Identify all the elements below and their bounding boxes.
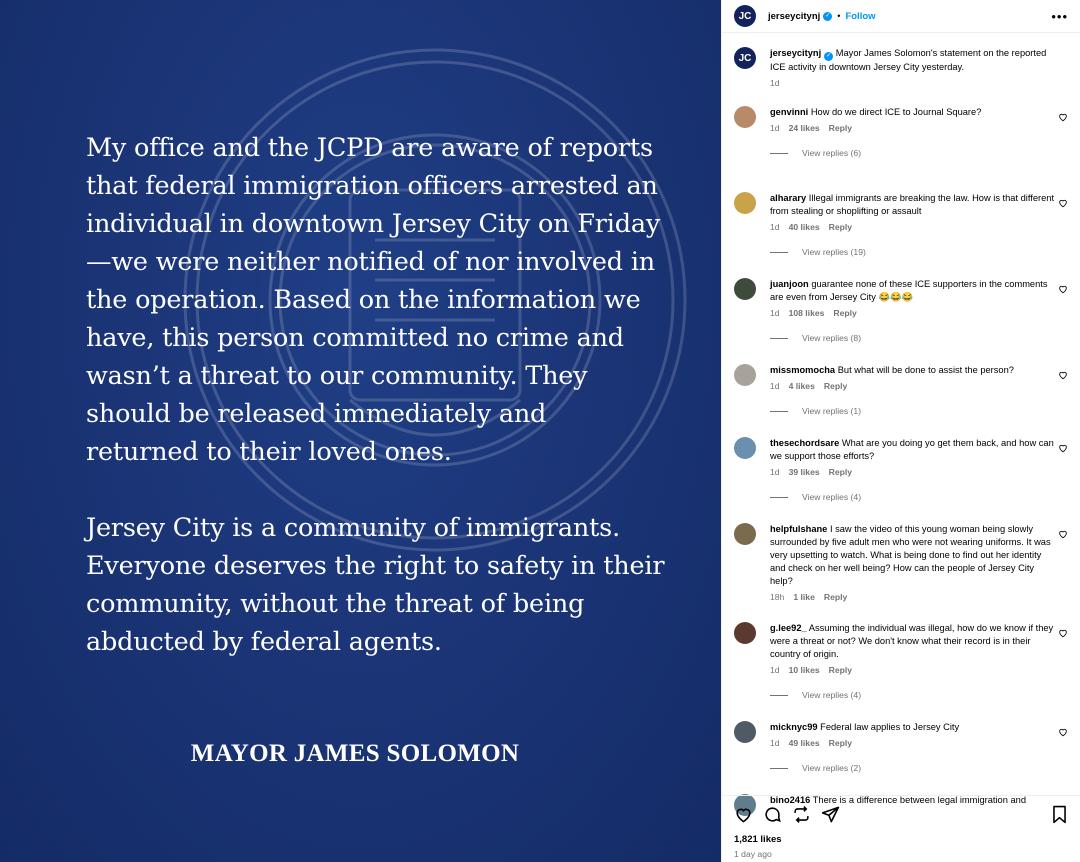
comment-item	[734, 106, 1068, 192]
follow-button[interactable]: Follow	[845, 10, 876, 22]
comment-likes[interactable]: 39 likes	[788, 467, 820, 477]
replies-divider	[770, 695, 788, 696]
commenter-avatar[interactable]	[734, 622, 756, 644]
reply-button[interactable]: Reply	[828, 222, 853, 232]
comments-list[interactable]	[722, 33, 1080, 805]
comment-icon[interactable]	[763, 805, 782, 824]
comment-username[interactable]: juanjoon	[770, 279, 809, 289]
comment-text: How do we direct ICE to Journal Square?	[810, 107, 982, 117]
comment-likes[interactable]: 40 likes	[788, 222, 820, 232]
post-paragraph-1: My office and the JCPD are aware of reports that federal immigration officers arrested an individual in downtown Jersey City on Friday—we were neither notified of nor involved in the operation. Based on the information we have, this person committed no crime and wasn’t a threat to our community. They should be released immediately and returned to their loved ones.	[86, 133, 661, 467]
comment-username[interactable]: alharary	[770, 193, 807, 203]
view-replies-label: View replies (6)	[802, 148, 862, 158]
view-replies-label: View replies (19)	[802, 247, 866, 257]
comment-username[interactable]: thesechordsare	[770, 438, 840, 448]
account-avatar[interactable]: JC	[734, 5, 756, 27]
comment-text: Assuming the individual was illegal, how do we know if they were a threat or not? We don't know what their record is in their country of origin.	[770, 623, 1054, 659]
post-statement	[86, 129, 666, 699]
commenter-avatar[interactable]	[734, 278, 756, 300]
like-heart-icon[interactable]	[734, 805, 753, 824]
more-options-icon[interactable]: •••	[1051, 8, 1068, 24]
post-time: 1 day ago	[734, 849, 772, 859]
share-icon[interactable]	[821, 805, 840, 824]
reply-button[interactable]: Reply	[828, 123, 853, 133]
comment-like-heart-icon[interactable]	[1058, 628, 1068, 638]
comment-like-heart-icon[interactable]	[1058, 727, 1068, 737]
comment-username[interactable]: genvinni	[770, 107, 809, 117]
comment-text: There is a difference between legal immigration and	[812, 795, 1026, 805]
view-replies-button[interactable]	[770, 406, 1068, 416]
comment-username[interactable]: missmomocha	[770, 365, 836, 375]
comment-time: 1d	[770, 467, 780, 477]
replies-divider	[770, 338, 788, 339]
save-bookmark-icon[interactable]	[1051, 805, 1068, 824]
replies-divider	[770, 497, 788, 498]
view-replies-button[interactable]	[770, 148, 1068, 158]
reply-button[interactable]: Reply	[828, 738, 853, 748]
comment-item	[734, 278, 1068, 364]
verified-badge-icon: ✓	[826, 53, 832, 59]
verified-badge-icon: ✓	[825, 12, 831, 19]
post-actions	[722, 795, 1080, 862]
comment-username[interactable]: bino2416	[770, 795, 811, 805]
comment-text: I saw the video of this young woman being slowly surrounded by five adult men who were not wearing uniforms. It was very upsetting to watch. What is being done to find out her identity and check on her well being? How can the people of Jersey City help?	[770, 524, 1051, 586]
comment-text: Federal law applies to Jersey City	[820, 722, 960, 732]
caption-username[interactable]: jerseycitynj	[770, 48, 822, 58]
view-replies-label: View replies (4)	[802, 492, 862, 502]
comment-like-heart-icon[interactable]	[1058, 112, 1068, 122]
comment-text: guarantee none of these ICE supporters in the comments are even from Jersey City 😂😂😂	[770, 279, 1048, 302]
reply-button[interactable]: Reply	[828, 467, 853, 477]
separator-dot: •	[837, 11, 841, 21]
comment-like-heart-icon[interactable]	[1058, 529, 1068, 539]
view-replies-button[interactable]	[770, 690, 1068, 700]
comment-item	[734, 622, 1068, 721]
commenter-avatar[interactable]	[734, 364, 756, 386]
comment-likes[interactable]: 10 likes	[788, 665, 820, 675]
comment-time: 1d	[770, 381, 780, 391]
comment-time: 1d	[770, 123, 780, 133]
comment-item	[734, 364, 1068, 437]
caption-avatar[interactable]: JC	[734, 47, 756, 69]
commenter-avatar[interactable]	[734, 437, 756, 459]
comment-item	[734, 523, 1068, 622]
reply-button[interactable]: Reply	[828, 665, 853, 675]
post-signature: MAYOR JAMES SOLOMON	[190, 740, 520, 767]
likes-count[interactable]: 1,821 likes	[734, 834, 782, 845]
post-caption	[734, 33, 1068, 106]
comment-likes[interactable]: 49 likes	[788, 738, 820, 748]
caption-text: Mayor James Solomon's statement on the reported ICE activity in downtown Jersey City yesterday.	[770, 48, 1047, 72]
view-replies-label: View replies (4)	[802, 690, 862, 700]
comment-like-heart-icon[interactable]	[1058, 198, 1068, 208]
replies-divider	[770, 153, 788, 154]
post-paragraph-2: Jersey City is a community of immigrants. Everyone deserves the right to safety in their community, without the threat of being abducted by federal agents.	[86, 513, 665, 657]
view-replies-label: View replies (8)	[802, 333, 862, 343]
view-replies-button[interactable]	[770, 333, 1068, 343]
post-side-panel	[721, 0, 1080, 862]
comment-like-heart-icon[interactable]	[1058, 284, 1068, 294]
comment-item	[734, 437, 1068, 523]
commenter-avatar[interactable]	[734, 721, 756, 743]
comment-like-heart-icon[interactable]	[1058, 370, 1068, 380]
view-replies-button[interactable]	[770, 763, 1068, 773]
comment-time: 1d	[770, 665, 780, 675]
comment-item	[734, 192, 1068, 278]
comment-text: What are you doing yo get them back, and how can we support those efforts?	[770, 438, 1054, 461]
comment-likes[interactable]: 1 like	[793, 592, 815, 602]
header-username[interactable]: jerseycitynj	[768, 10, 821, 22]
comment-time: 18h	[770, 592, 785, 602]
commenter-avatar[interactable]	[734, 192, 756, 214]
comment-username[interactable]: micknyc99	[770, 722, 818, 732]
reply-button[interactable]: Reply	[823, 381, 848, 391]
view-replies-label: View replies (1)	[802, 406, 862, 416]
reply-button[interactable]: Reply	[833, 308, 857, 318]
replies-divider	[770, 252, 788, 253]
replies-divider	[770, 768, 788, 769]
reply-button[interactable]: Reply	[823, 592, 848, 602]
comment-time: 1d	[770, 738, 780, 748]
view-replies-label: View replies (2)	[802, 763, 862, 773]
comment-username[interactable]: g.lee92_	[770, 623, 807, 633]
comment-likes[interactable]: 108 likes	[788, 308, 825, 318]
caption-time: 1d	[770, 78, 780, 88]
comment-time: 1d	[770, 222, 780, 232]
repost-icon[interactable]	[792, 805, 811, 824]
replies-divider	[770, 411, 788, 412]
comment-item	[734, 721, 1068, 794]
comment-text: Illegal immigrants are breaking the law. How is that different from stealing or shoplifting or assault	[770, 193, 1055, 216]
post-header	[722, 0, 1080, 33]
comment-likes[interactable]: 4 likes	[788, 381, 815, 391]
view-replies-button[interactable]	[770, 492, 1068, 502]
view-replies-button[interactable]	[770, 247, 1068, 257]
comment-like-heart-icon[interactable]	[1058, 443, 1068, 453]
comment-likes[interactable]: 24 likes	[788, 123, 820, 133]
comment-time: 1d	[770, 308, 780, 318]
commenter-avatar[interactable]	[734, 523, 756, 545]
comment-username[interactable]: helpfulshane	[770, 524, 828, 534]
commenter-avatar[interactable]	[734, 106, 756, 128]
comment-text: But what will be done to assist the person?	[837, 365, 1014, 375]
